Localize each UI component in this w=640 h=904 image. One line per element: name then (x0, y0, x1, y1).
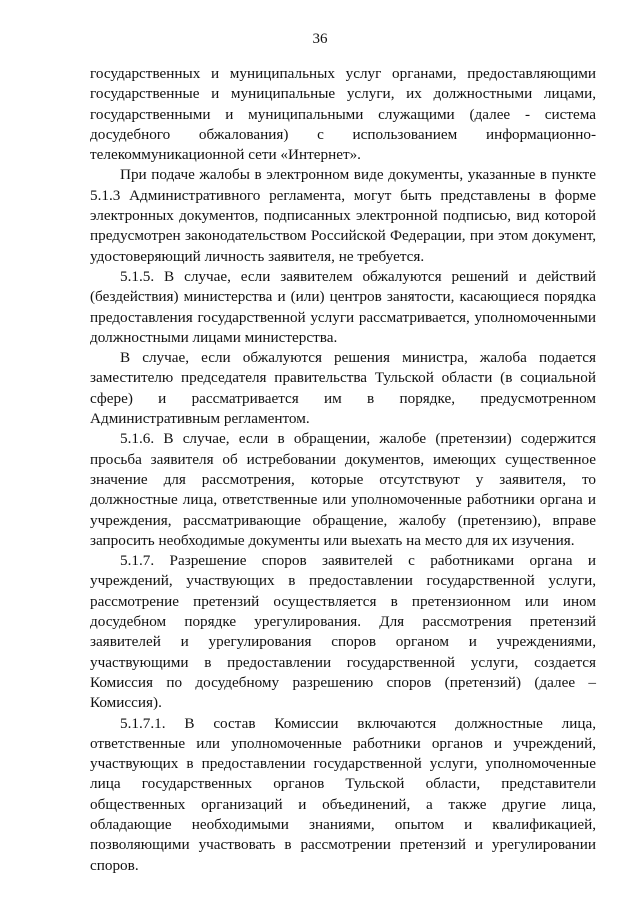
paragraph-minister-decisions: В случае, если обжалуются решения министра, жалоба подается заместителю председателя правительства Тульской области (в социальной сфере) и рассматривается им в порядке, предусмотренном Административным регламентом. (90, 349, 596, 428)
paragraph-system-appeal-continuation: государственных и муниципальных услуг органами, предоставляющими государственные и муниципальные услуги, их должностными лицами, государственными и муниципальными служащими (далее - система досудебного обжалования) с использованием информационно-телекоммуникационной сети «Интернет». (90, 65, 596, 164)
document-body (90, 64, 596, 876)
paragraph-5-1-7: 5.1.7. Разрешение споров заявителей с работниками органа и учреждений, участвующих в предоставлении государственной услуги, рассмотрение претензий осуществляется в претензионном или ином досудебном порядке урегулирования. Для рассмотрения претензий заявителей и урегулирования споров органом и учреждениями, участвующими в предоставлении государственной услуги, создается Комиссия по досудебному разрешению споров (претензий) (далее – Комиссия). (90, 552, 596, 712)
paragraph-5-1-5: 5.1.5. В случае, если заявителем обжалуются решений и действий (бездействия) министерства и (или) центров занятости, касающиеся порядка предоставления государственной услуги рассматривается, уполномоченными должностными лицами министерства. (90, 267, 596, 346)
paragraph-5-1-7-1: 5.1.7.1. В состав Комиссии включаются должностные лица, ответственные или уполномоченные работники органов и учреждений, участвующих в предоставлении государственной услуги, уполномоченные лица государственных органов Тульской области, представители общественных организаций и объединений, а также другие лица, обладающие необходимыми знаниями, опытом и квалификацией, позволяющими участвовать в рассмотрении претензий и урегулировании споров. (90, 714, 596, 874)
page-number: 36 (312, 31, 328, 47)
paragraph-5-1-6: 5.1.6. В случае, если в обращении, жалобе (претензии) содержится просьба заявителя об истребовании документов, имеющих существенное значение для рассмотрения, которые отсутствуют у заявителя, то должностные лица, ответственные или уполномоченные работники органа и учреждения, рассматривающие обращение, жалобу (претензию), вправе запросить необходимые документы или выехать на место для их изучения. (90, 430, 596, 549)
paragraph-electronic-complaint: При подаче жалобы в электронном виде документы, указанные в пункте 5.1.3 Административного регламента, могут быть представлены в форме электронных документов, подписанных электронной подписью, вид которой предусмотрен законодательством Российской Федерации, при этом документ, удостоверяющий личность заявителя, не требуется. (90, 166, 596, 265)
